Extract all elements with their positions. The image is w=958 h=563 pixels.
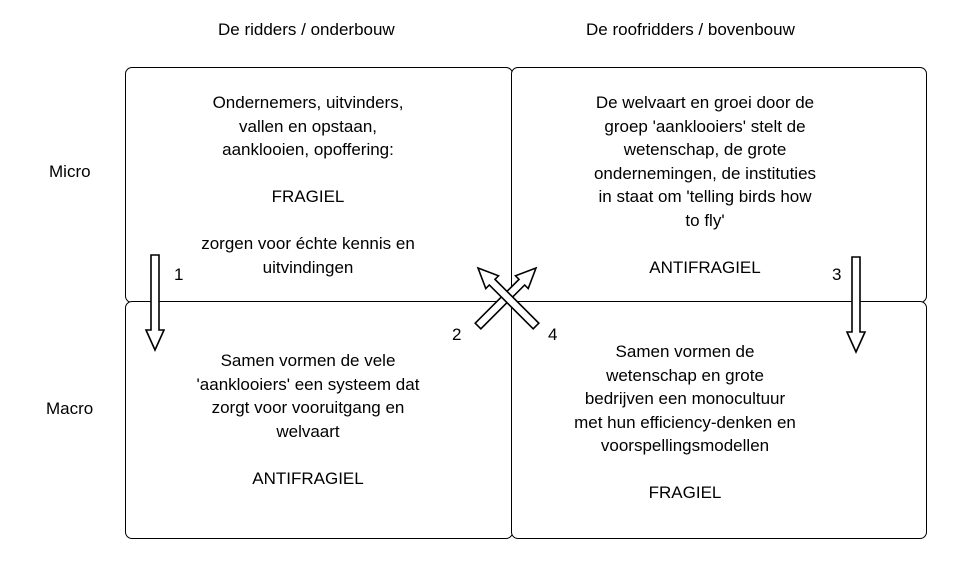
row-header-macro: Macro xyxy=(46,399,94,418)
arrow-3-label: 3 xyxy=(832,265,842,284)
column-header-ridders: De ridders / onderbouw xyxy=(218,20,395,39)
box-macro-ridders-text: Samen vormen de vele 'aanklooiers' een systeem dat zorgt voor vooruitgang en welvaart ANTIFRAGIEL xyxy=(196,351,420,488)
arrow-4-label: 4 xyxy=(548,325,558,344)
box-micro-roofridders-text: De welvaart en groei door de groep 'aanklooiers' stelt de wetenschap, de grote ondernemingen, de instituties in staat om 'telling birds how to fly' ANTIFRAGIEL xyxy=(593,93,817,277)
column-header-roofridders: De roofridders / bovenbouw xyxy=(586,20,795,39)
row-header-micro: Micro xyxy=(49,162,91,181)
box-micro-ridders-text: Ondernemers, uitvinders, vallen en opstaan, aanklooien, opoffering: FRAGIEL zorgen voor échte kennis en uitvindingen xyxy=(201,93,415,277)
box-macro-roofridders-text: Samen vormen de wetenschap en grote bedrijven een monocultuur met hun efficiency-denken en voorspellingsmodellen FRAGIEL xyxy=(574,342,796,502)
arrow-2-label: 2 xyxy=(452,325,462,344)
arrow-1-label: 1 xyxy=(174,265,184,284)
